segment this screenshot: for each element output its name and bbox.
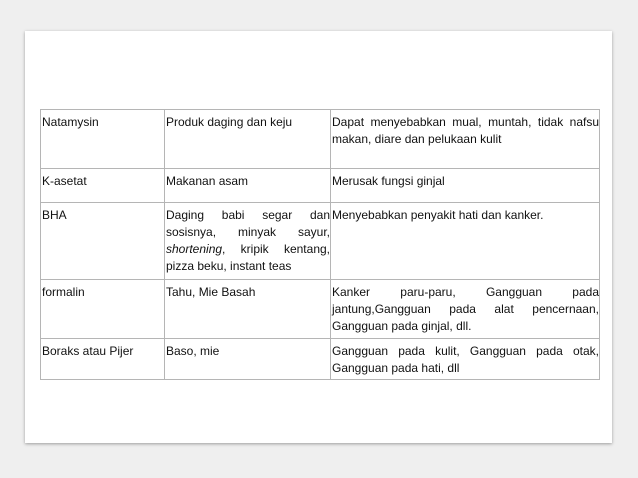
slide	[25, 31, 612, 443]
produk-text-pre: Daging babi segar dan sosisnya, minyak sayur,	[166, 208, 330, 239]
table-row	[41, 169, 600, 203]
cell-dampak: Dapat menyebabkan mual, muntah, tidak nafsu makan, diare dan pelukaan kulit	[331, 110, 600, 169]
cell-produk: Tahu, Mie Basah	[165, 280, 331, 339]
table-row	[41, 110, 600, 169]
cell-produk: Produk daging dan keju	[165, 110, 331, 169]
cell-bahan: formalin	[41, 280, 165, 339]
cell-bahan: K-asetat	[41, 169, 165, 203]
cell-produk: Makanan asam	[165, 169, 331, 203]
cell-bahan: Boraks atau Pijer	[41, 339, 165, 380]
cell-bahan: Natamysin	[41, 110, 165, 169]
additive-table	[40, 109, 600, 380]
produk-text-post: , kripik kentang, pizza beku, instant teas	[166, 242, 330, 273]
cell-produk: Baso, mie	[165, 339, 331, 380]
cell-dampak: Gangguan pada kulit, Gangguan pada otak, Gangguan pada hati, dll	[331, 339, 600, 380]
produk-text-italic: shortening	[166, 242, 223, 256]
cell-dampak: Kanker paru-paru, Gangguan pada jantung,Gangguan pada alat pencernaan, Gangguan pada ginjal, dll.	[331, 280, 600, 339]
cell-bahan: BHA	[41, 203, 165, 280]
cell-dampak: Menyebabkan penyakit hati dan kanker.	[331, 203, 600, 280]
cell-produk	[165, 203, 331, 280]
table-row	[41, 280, 600, 339]
table-row	[41, 203, 600, 280]
table-row	[41, 339, 600, 380]
cell-dampak: Merusak fungsi ginjal	[331, 169, 600, 203]
